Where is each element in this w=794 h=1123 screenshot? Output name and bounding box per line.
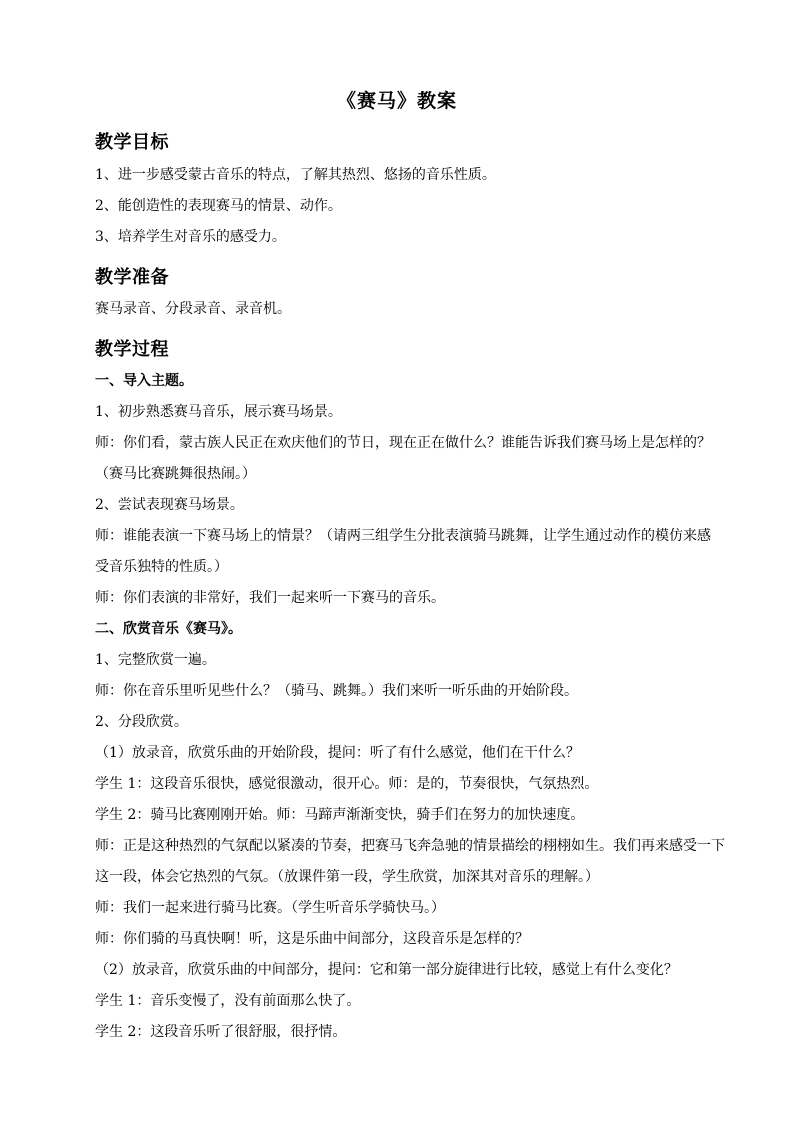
process-line-15: 这一段，体会它热烈的气氛。（放课件第一段，学生欣赏，加深其对音乐的理解。） — [95, 869, 599, 885]
objective-3: 3、培养学生对音乐的感受力。 — [95, 229, 286, 245]
process-line-5: 师：谁能表演一下赛马场上的情景？（请两三组学生分批表演骑马跳舞，让学生通过动作的模仿来感 — [95, 528, 711, 544]
process-line-17: 师：你们骑的马真快啊！听，这是乐曲中间部分，这段音乐是怎样的？ — [95, 931, 529, 947]
section-heading-process: 教学过程 — [95, 339, 169, 360]
process-line-8: 1、完整欣赏一遍。 — [95, 652, 216, 668]
process-line-3: （赛马比赛跳舞很热闹。） — [95, 466, 256, 482]
process-line-7: 师：你们表演的非常好，我们一起来听一下赛马的音乐。 — [95, 590, 445, 606]
process-line-6: 受音乐独特的性质。） — [95, 559, 228, 575]
process-subheading-1: 一、导入主题。 — [95, 373, 193, 389]
preparation-text: 赛马录音、分段录音、录音机。 — [95, 301, 291, 317]
process-line-1: 1、初步熟悉赛马音乐，展示赛马场景。 — [95, 404, 342, 420]
objective-1: 1、进一步感受蒙古音乐的特点，了解其热烈、悠扬的音乐性质。 — [95, 167, 496, 183]
process-line-18: （2）放录音，欣赏乐曲的中间部分，提问：它和第一部分旋律进行比较，感觉上有什么变化？ — [95, 962, 678, 978]
process-line-11: （1）放录音，欣赏乐曲的开始阶段，提问：听了有什么感觉，他们在干什么？ — [95, 745, 580, 761]
process-line-4: 2、尝试表现赛马场景。 — [95, 497, 244, 513]
document-title: 《赛马》教案 — [336, 90, 457, 112]
process-subheading-2: 二、欣赏音乐《赛马》。 — [95, 621, 242, 637]
section-heading-preparation: 教学准备 — [95, 267, 169, 288]
process-line-16: 师：我们一起来进行骑马比赛。（学生听音乐学骑快马。） — [95, 900, 445, 916]
process-line-12: 学生 1：这段音乐很快，感觉很激动，很开心。师：是的，节奏很快，气氛热烈。 — [95, 776, 599, 792]
process-line-13: 学生 2：骑马比赛刚刚开始。师：马蹄声渐渐变快，骑手们在努力的加快速度。 — [95, 807, 585, 823]
process-line-9: 师：你在音乐里听见些什么？（骑马、跳舞。）我们来听一听乐曲的开始阶段。 — [95, 683, 578, 699]
process-line-10: 2、分段欣赏。 — [95, 714, 188, 730]
process-line-20: 学生 2：这段音乐听了很舒服，很抒情。 — [95, 1024, 347, 1040]
process-line-14: 师：正是这种热烈的气氛配以紧凑的节奏，把赛马飞奔急驰的情景描绘的栩栩如生。我们再来感受一下 — [95, 838, 725, 854]
process-line-2: 师：你们看，蒙古族人民正在欢庆他们的节日，现在正在做什么？谁能告诉我们赛马场上是怎样的？ — [95, 435, 711, 451]
objective-2: 2、能创造性的表现赛马的情景、动作。 — [95, 198, 342, 214]
process-line-19: 学生 1：音乐变慢了，没有前面那么快了。 — [95, 993, 361, 1009]
section-heading-objectives: 教学目标 — [95, 132, 169, 153]
